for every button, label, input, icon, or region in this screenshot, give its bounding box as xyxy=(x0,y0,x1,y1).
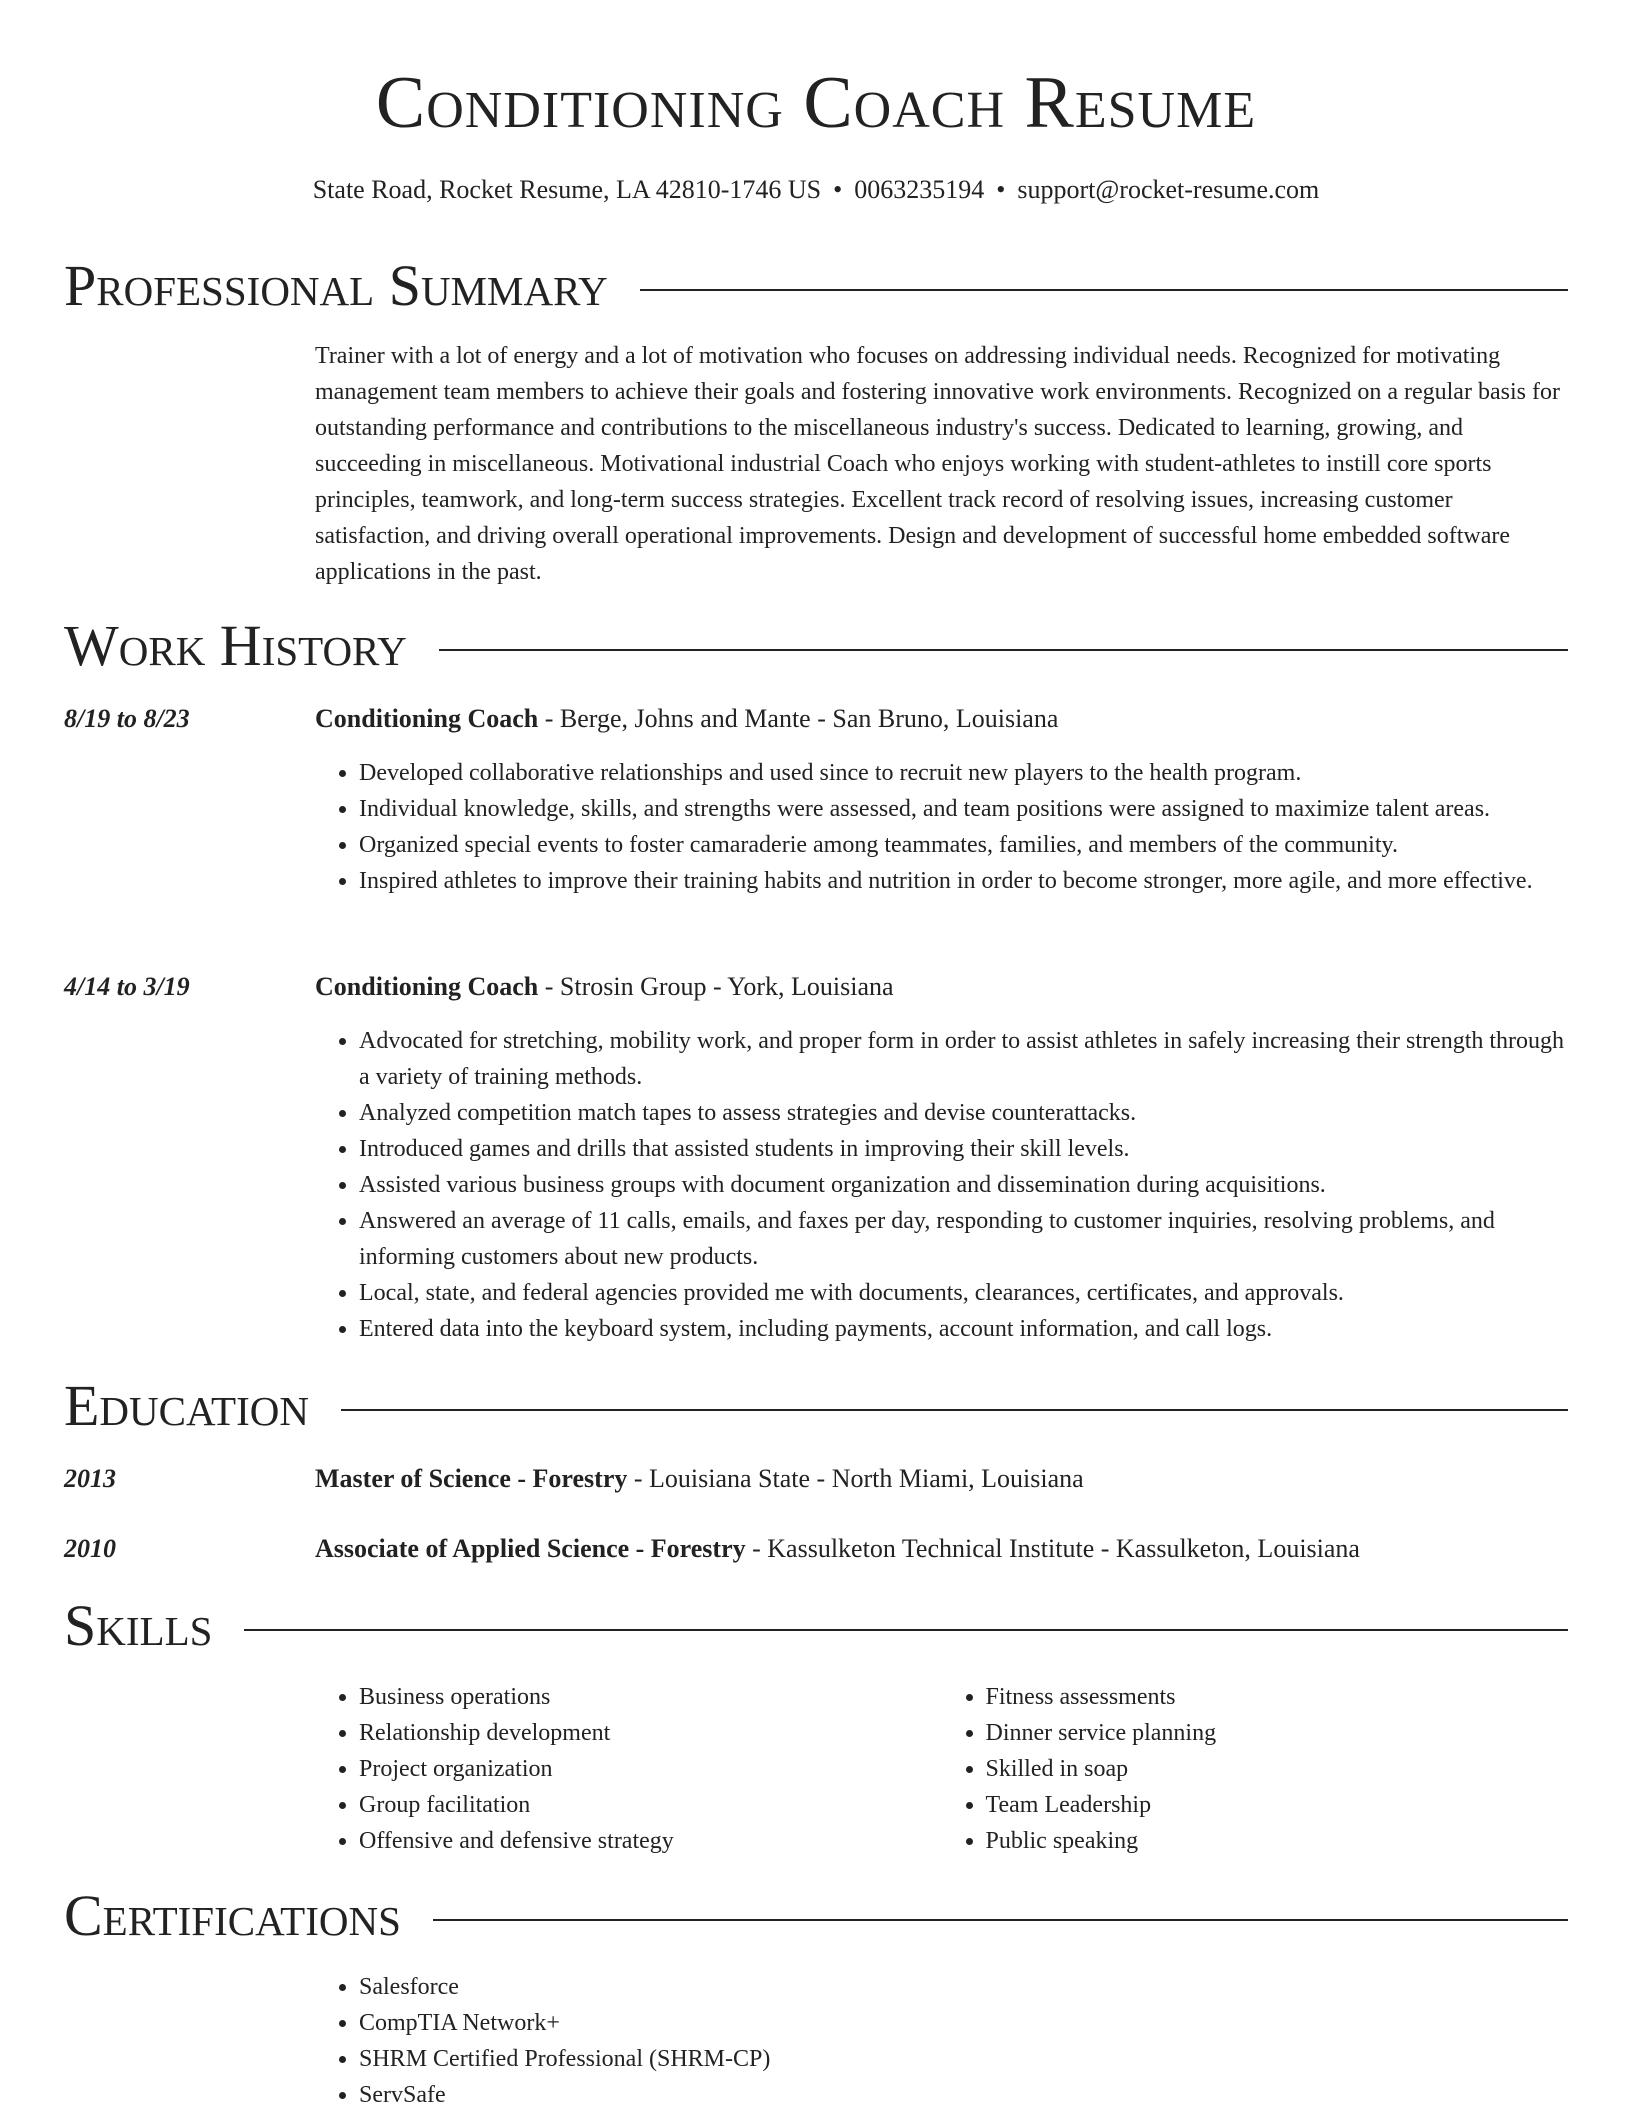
education-entry xyxy=(315,1461,1568,1497)
contact-address: State Road, Rocket Resume, LA 42810-1746 US xyxy=(312,175,822,204)
summary-text: Trainer with a lot of energy and a lot of motivation who focuses on addressing individual needs. Recognized for motivating management team members to achieve their goals and fostering innovative work environments. Recognized on a regular basis for outstanding performance and contributions to the miscellaneous industry's success. Dedicated to learning, growing, and succeeding in miscellaneous. Motivational industrial Coach who enjoys working with student-athletes to instill core sports principles, teamwork, and long-term success strategies. Excellent track record of resolving issues, increasing customer satisfaction, and driving overall operational improvements. Design and development of successful home embedded software applications in the past. xyxy=(315,343,1560,585)
section-divider xyxy=(640,289,1568,291)
job-bullet: • Introduced games and drills that assisted students in improving their skill levels. xyxy=(359,1131,1568,1167)
skill-item: • Dinner service planning xyxy=(986,1715,1569,1751)
certifications-list xyxy=(315,1969,1568,2113)
contact-phone: 0063235194 xyxy=(854,175,985,204)
education-school: - Louisiana State - North Miami, Louisiana xyxy=(627,1464,1084,1493)
job-bullet: • Entered data into the keyboard system, including payments, account information, and call logs. xyxy=(359,1311,1568,1347)
job-title-line xyxy=(315,701,1568,737)
education-section-header xyxy=(64,1374,1568,1438)
skill-item: • Skilled in soap xyxy=(986,1751,1569,1787)
job-title: Conditioning Coach xyxy=(315,972,539,1001)
skill-item: • Relationship development xyxy=(359,1715,942,1751)
skill-item: • Fitness assessments xyxy=(986,1679,1569,1715)
job-bullet: • Individual knowledge, skills, and strengths were assessed, and team positions were assigned to maximize talent areas. xyxy=(359,791,1568,827)
job-entry xyxy=(315,701,1568,899)
skill-item: • Business operations xyxy=(359,1679,942,1715)
job-dates: 8/19 to 8/23 xyxy=(64,704,190,733)
certification-item: • CompTIA Network+ xyxy=(359,2005,1568,2041)
certifications-section-header xyxy=(64,1884,1568,1948)
section-divider xyxy=(439,649,1568,651)
job-bullet: • Organized special events to foster camaraderie among teammates, families, and members of the community. xyxy=(359,827,1568,863)
job-bullet: • Inspired athletes to improve their training habits and nutrition in order to become stronger, more agile, and more effective. xyxy=(359,863,1568,899)
education-year: 2013 xyxy=(64,1464,116,1493)
skill-item: • Project organization xyxy=(359,1751,942,1787)
work-heading: Work History xyxy=(64,613,407,678)
skill-item: • Group facilitation xyxy=(359,1787,942,1823)
job-bullet: • Local, state, and federal agencies provided me with documents, clearances, certificates, and approvals. xyxy=(359,1275,1568,1311)
certification-item: • SHRM Certified Professional (SHRM-CP) xyxy=(359,2041,1568,2077)
education-school: - Kassulketon Technical Institute - Kassulketon, Louisiana xyxy=(745,1534,1360,1563)
contact-separator: • xyxy=(996,175,1006,204)
job-title: Conditioning Coach xyxy=(315,704,539,733)
job-employer: - Berge, Johns and Mante - San Bruno, Louisiana xyxy=(538,704,1059,733)
certifications-heading: Certifications xyxy=(64,1883,401,1948)
job-employer: - Strosin Group - York, Louisiana xyxy=(538,972,894,1001)
job-bullets xyxy=(315,755,1568,899)
skill-item: • Offensive and defensive strategy xyxy=(359,1823,942,1859)
education-entry xyxy=(315,1531,1568,1567)
summary-heading: Professional Summary xyxy=(64,253,608,318)
skill-item: • Team Leadership xyxy=(986,1787,1569,1823)
work-section-header xyxy=(64,614,1568,678)
skill-item: • Public speaking xyxy=(986,1823,1569,1859)
contact-separator: • xyxy=(833,175,843,204)
job-entry xyxy=(315,969,1568,1347)
skills-list xyxy=(315,1679,1568,1859)
certification-bullets xyxy=(315,1969,1568,2113)
job-bullets xyxy=(315,1023,1568,1347)
education-heading: Education xyxy=(64,1373,309,1438)
skills-column-left xyxy=(315,1679,942,1859)
summary-section-header xyxy=(64,254,1568,318)
job-bullet: • Answered an average of 11 calls, emails, and faxes per day, responding to customer inquiries, resolving problems, and informing customers about new products. xyxy=(359,1203,1568,1275)
education-year: 2010 xyxy=(64,1534,116,1563)
job-bullet: • Analyzed competition match tapes to assess strategies and devise counterattacks. xyxy=(359,1095,1568,1131)
job-dates: 4/14 to 3/19 xyxy=(64,972,190,1001)
skills-column-right xyxy=(942,1679,1569,1859)
job-bullet: • Advocated for stretching, mobility work, and proper form in order to assist athletes in safely increasing their strength through a variety of training methods. xyxy=(359,1023,1568,1095)
skills-section-header xyxy=(64,1594,1568,1658)
certification-item: • Salesforce xyxy=(359,1969,1568,2005)
section-divider xyxy=(433,1919,1568,1921)
education-degree: Master of Science - Forestry xyxy=(315,1464,628,1493)
job-title-line xyxy=(315,969,1568,1005)
education-degree: Associate of Applied Science - Forestry xyxy=(315,1534,746,1563)
job-bullet: • Assisted various business groups with document organization and dissemination during acquisitions. xyxy=(359,1167,1568,1203)
section-divider xyxy=(341,1409,1568,1411)
contact-email: support@rocket-resume.com xyxy=(1017,175,1320,204)
section-divider xyxy=(244,1629,1568,1631)
resume-title: Conditioning Coach Resume xyxy=(375,62,1257,144)
job-bullet: • Developed collaborative relationships and used since to recruit new players to the health program. xyxy=(359,755,1568,791)
skills-heading: Skills xyxy=(64,1593,213,1658)
certification-item: • ServSafe xyxy=(359,2077,1568,2113)
contact-line xyxy=(0,172,1632,208)
